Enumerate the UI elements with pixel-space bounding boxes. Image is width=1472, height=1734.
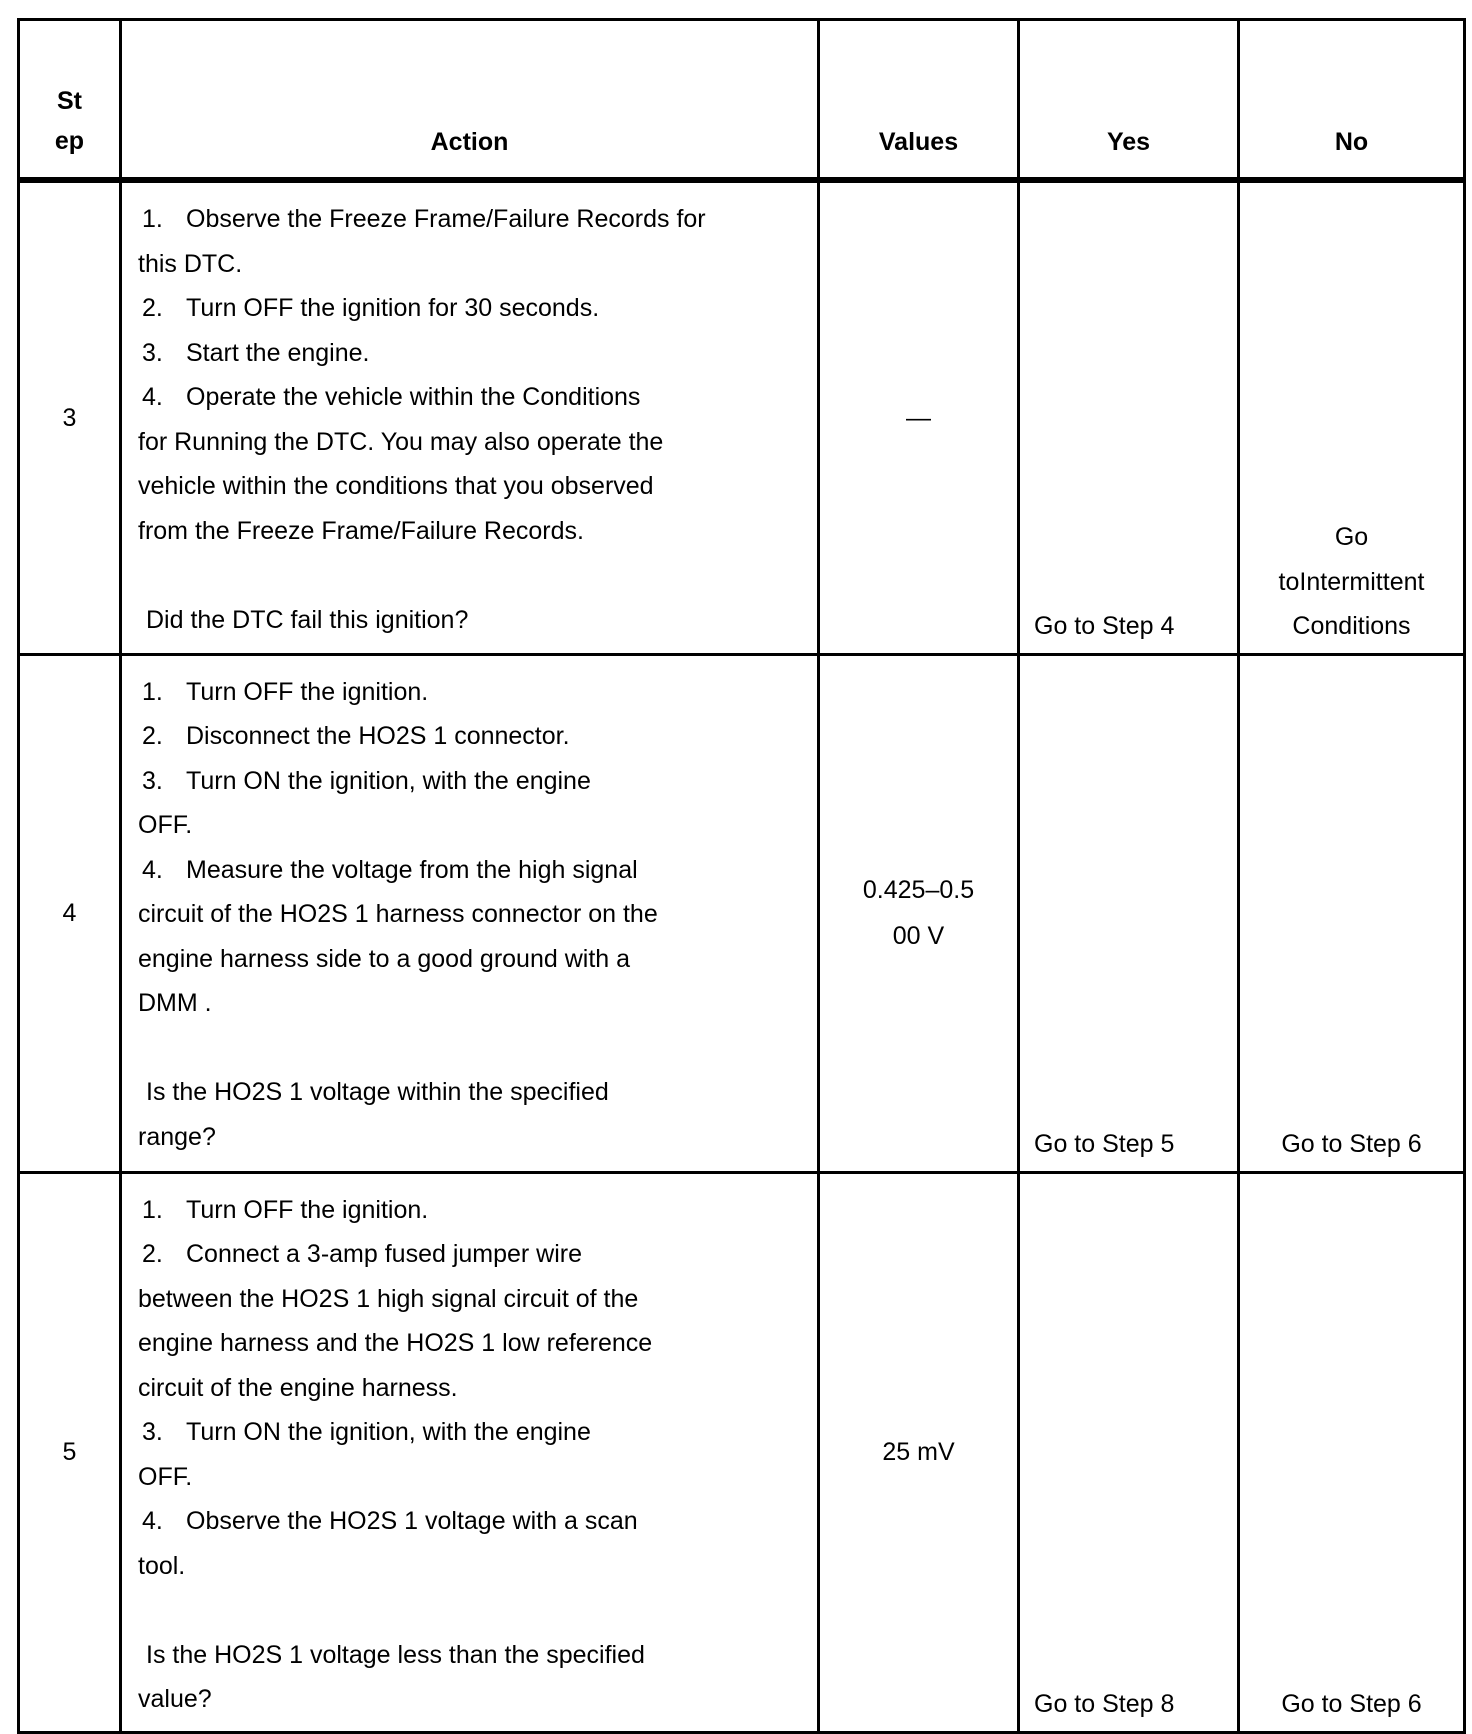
value-text: — — [906, 403, 931, 432]
yes-cell — [1019, 654, 1239, 1172]
action-text: Observe the HO2S 1 voltage with a scan — [186, 1507, 638, 1535]
item-number: 4. — [142, 383, 163, 411]
item-number: 3. — [142, 1418, 163, 1446]
step-number: 5 — [19, 1172, 121, 1732]
blank-line — [138, 1026, 797, 1071]
action-text: Turn ON the ignition, with the engine — [186, 1418, 591, 1446]
no-cell — [1239, 180, 1465, 654]
action-line — [138, 1410, 797, 1455]
action-line — [138, 670, 797, 715]
item-number: 1. — [142, 205, 163, 233]
action-text: Turn OFF the ignition. — [186, 677, 429, 706]
action-line: DMM . — [138, 989, 212, 1017]
action-line: from the Freeze Frame/Failure Records. — [138, 516, 584, 545]
action-line: OFF. — [138, 1462, 193, 1491]
header-no: No — [1239, 20, 1465, 181]
action-text: Operate the vehicle within the Conditions — [186, 383, 641, 411]
table-row-step-3 — [19, 180, 1465, 654]
header-action: Action — [121, 20, 819, 181]
action-line: for Running the DTC. You may also operate the — [138, 427, 664, 456]
yes-link[interactable]: Go to Step 4 — [1034, 612, 1175, 640]
step-number: 3 — [19, 180, 121, 654]
yes-link[interactable]: Go to Step 8 — [1034, 1690, 1175, 1718]
table-row-step-5 — [19, 1172, 1465, 1732]
no-link[interactable]: Go to Step 6 — [1281, 1130, 1422, 1158]
action-cell — [121, 654, 819, 1172]
action-cell — [121, 180, 819, 654]
action-text: Disconnect the HO2S 1 connector. — [186, 722, 570, 750]
action-line — [138, 1188, 797, 1233]
item-number: 2. — [142, 294, 163, 322]
item-number: 4. — [142, 1507, 163, 1535]
item-number: 2. — [142, 1240, 163, 1268]
no-cell — [1239, 654, 1465, 1172]
value-text: 25 mV — [882, 1437, 955, 1466]
yes-cell — [1019, 1172, 1239, 1732]
action-text: Connect a 3-amp fused jumper wire — [186, 1240, 583, 1268]
blank-line — [138, 553, 797, 598]
action-line — [138, 197, 797, 242]
action-line: tool. — [138, 1551, 186, 1580]
no-link-line[interactable]: toIntermittent — [1278, 567, 1425, 596]
action-line: circuit of the engine harness. — [138, 1373, 458, 1402]
action-line: between the HO2S 1 high signal circuit of the — [138, 1284, 639, 1313]
action-text: Turn OFF the ignition for 30 seconds. — [186, 294, 600, 322]
value-cell — [819, 180, 1019, 654]
no-link-line[interactable]: Conditions — [1292, 612, 1411, 640]
action-text: Turn OFF the ignition. — [186, 1195, 429, 1224]
header-row — [19, 20, 1465, 181]
no-link-line[interactable]: Go — [1334, 523, 1369, 551]
yes-cell — [1019, 180, 1239, 654]
header-values: Values — [819, 20, 1019, 181]
item-number: 1. — [142, 1195, 163, 1224]
action-line — [138, 1232, 797, 1277]
action-line — [138, 375, 797, 420]
action-text: Turn ON the ignition, with the engine — [186, 766, 591, 795]
question-line: Did the DTC fail this ignition? — [146, 605, 469, 634]
item-number: 3. — [142, 338, 163, 367]
action-line — [138, 331, 797, 376]
value-cell — [819, 1172, 1019, 1732]
question-line: range? — [138, 1122, 216, 1151]
action-line: circuit of the HO2S 1 harness connector on the — [138, 900, 658, 928]
question-line: value? — [138, 1685, 212, 1713]
question-line: Is the HO2S 1 voltage within the specified — [146, 1078, 609, 1106]
action-line: this DTC. — [138, 249, 243, 278]
no-cell — [1239, 1172, 1465, 1732]
item-number: 3. — [142, 766, 163, 795]
action-text: Measure the voltage from the high signal — [186, 855, 638, 884]
no-link[interactable]: Go to Step 6 — [1281, 1690, 1422, 1718]
action-text: Start the engine. — [186, 338, 370, 367]
blank-line — [138, 1588, 797, 1633]
action-line — [138, 286, 797, 331]
action-line: OFF. — [138, 811, 193, 839]
step-number: 4 — [19, 654, 121, 1172]
header-step-line: ep — [54, 127, 85, 155]
item-number: 4. — [142, 855, 163, 884]
diagnostic-table — [17, 18, 1466, 1734]
action-line: engine harness side to a good ground with a — [138, 944, 631, 973]
action-line: vehicle within the conditions that you observed — [138, 472, 654, 500]
action-line: engine harness and the HO2S 1 low reference — [138, 1329, 653, 1357]
action-line — [138, 759, 797, 804]
header-yes: Yes — [1019, 20, 1239, 181]
value-cell — [819, 654, 1019, 1172]
item-number: 2. — [142, 722, 163, 750]
action-text: Observe the Freeze Frame/Failure Records for — [186, 205, 706, 233]
action-cell — [121, 1172, 819, 1732]
value-text: 0.425–0.500 V — [862, 876, 975, 950]
action-line — [138, 714, 797, 759]
action-line — [138, 848, 797, 893]
table-row-step-4 — [19, 654, 1465, 1172]
yes-link[interactable]: Go to Step 5 — [1034, 1130, 1175, 1158]
header-step-line: St — [57, 87, 82, 115]
item-number: 1. — [142, 677, 163, 706]
question-line: Is the HO2S 1 voltage less than the specified — [146, 1640, 645, 1669]
action-line — [138, 1499, 797, 1544]
header-step — [19, 20, 121, 181]
